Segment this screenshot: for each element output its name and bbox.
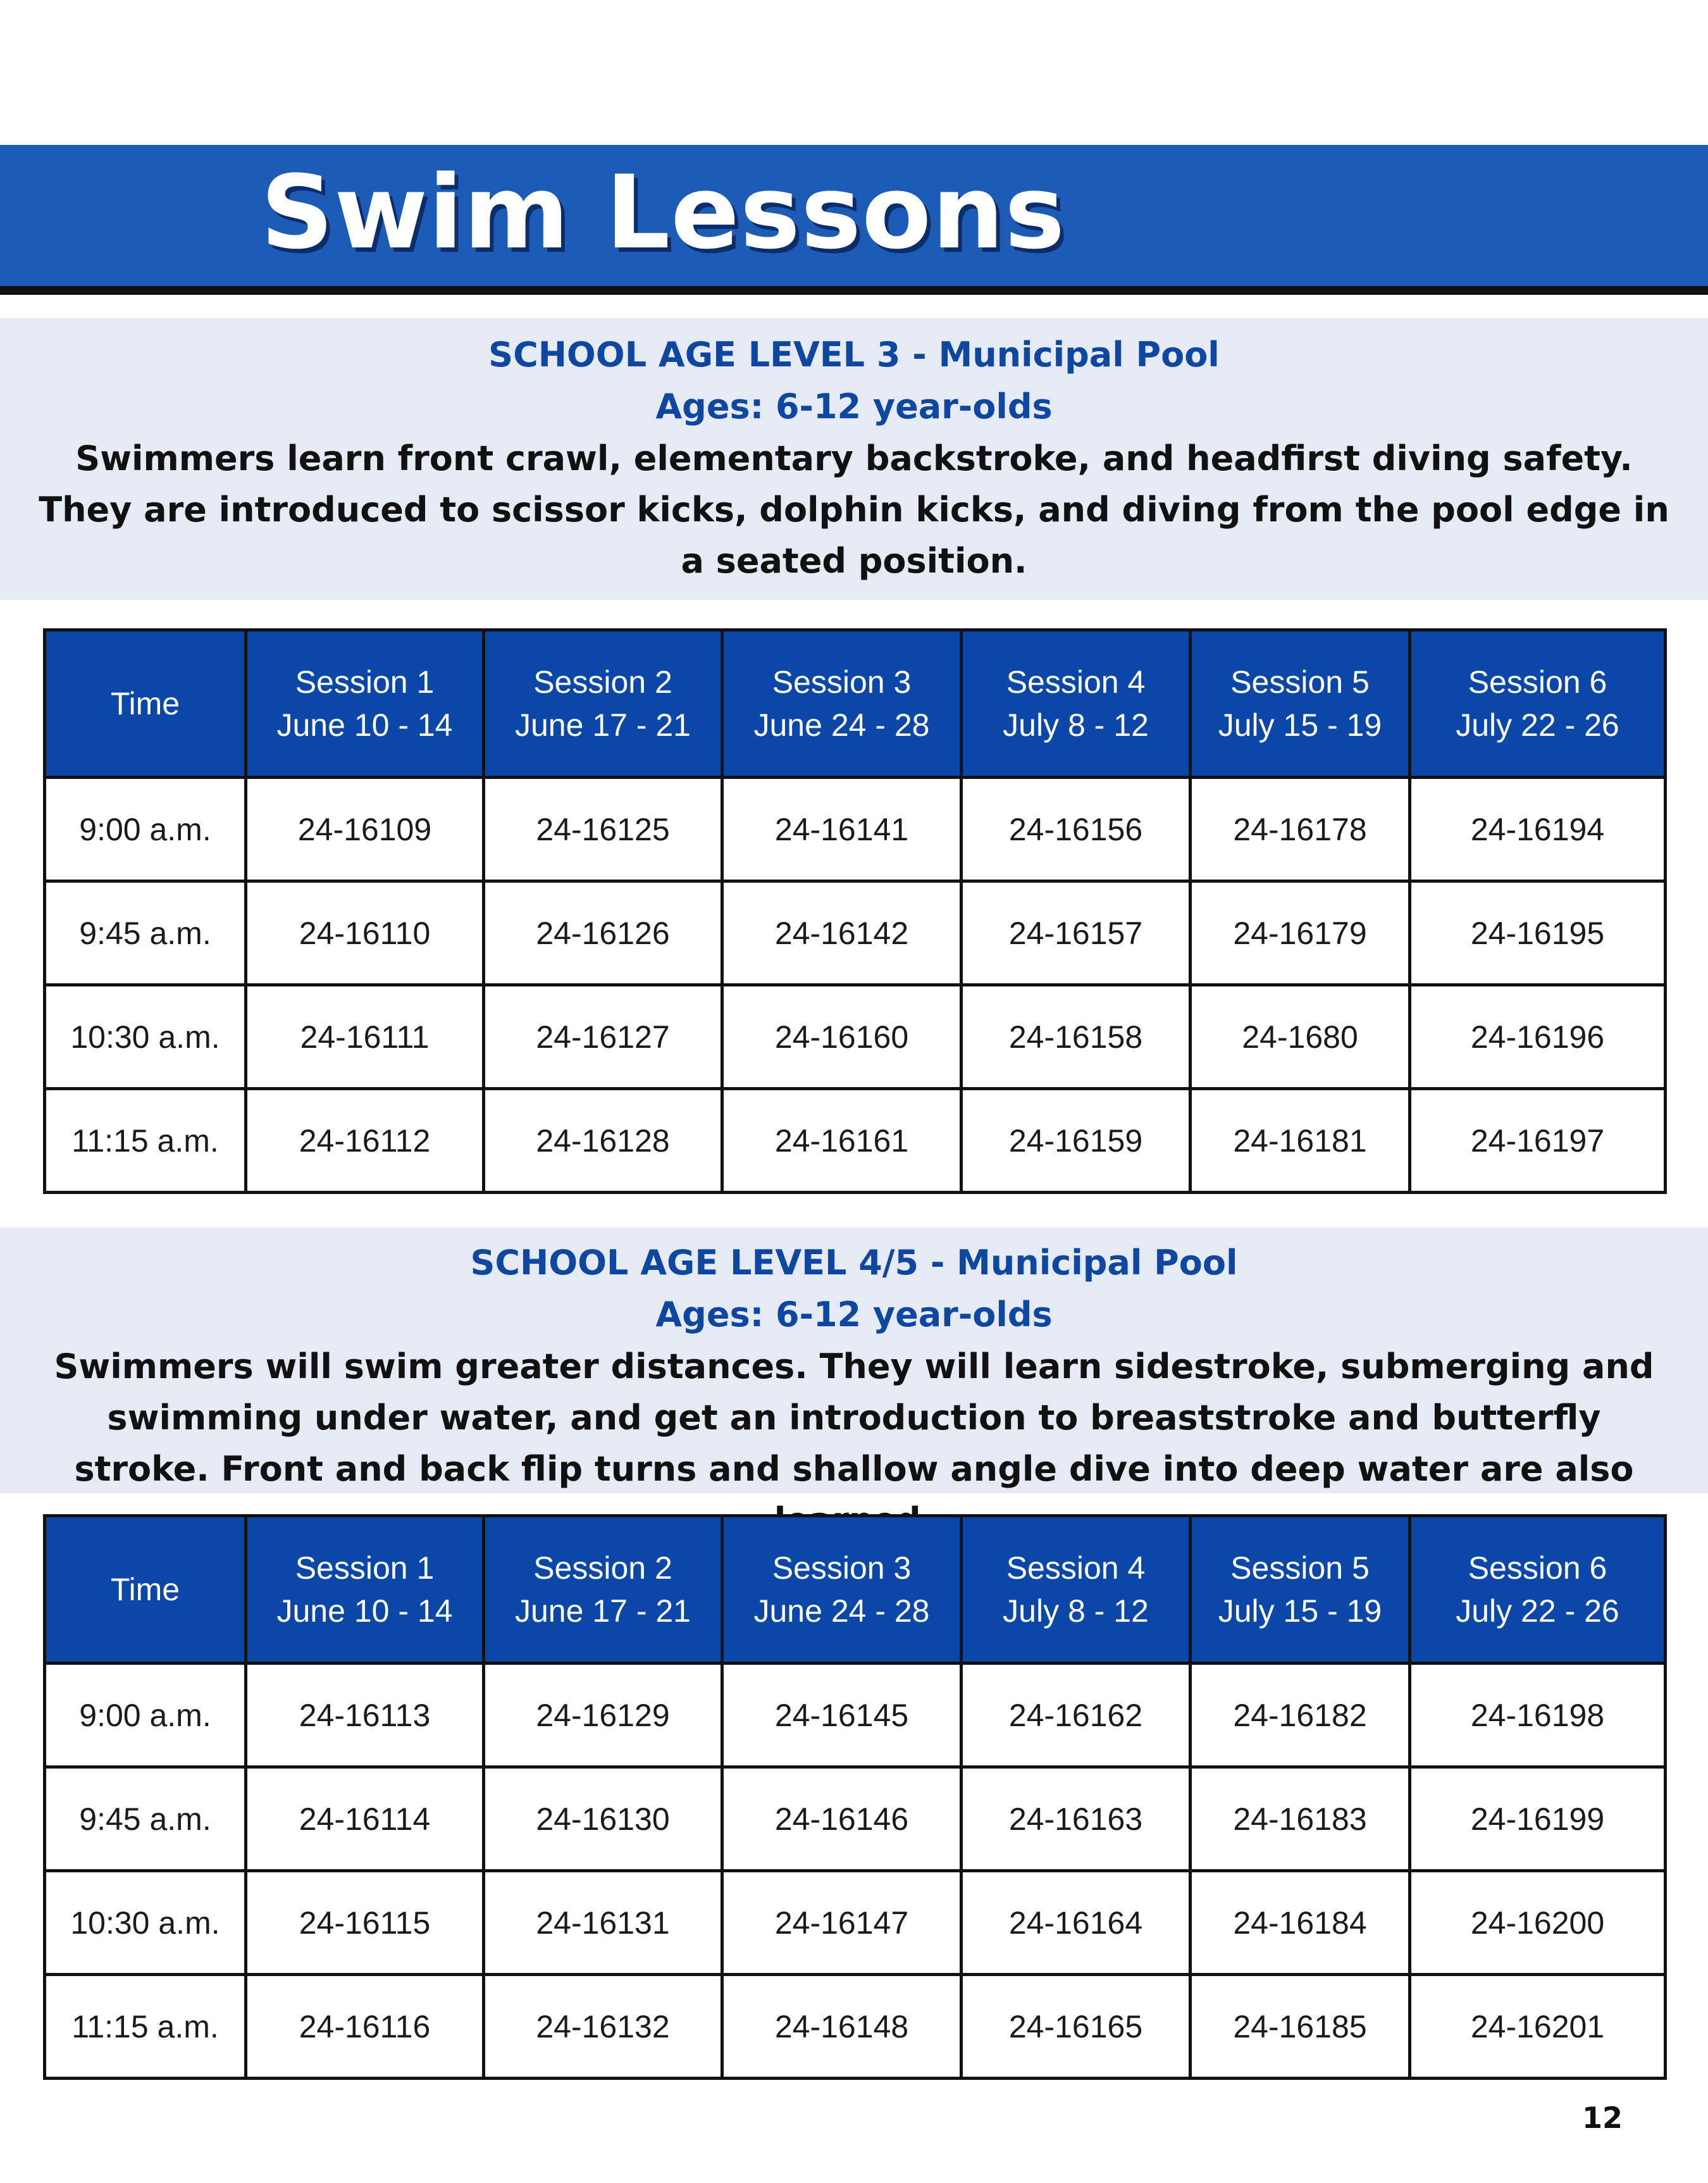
header-label: Time <box>110 686 180 721</box>
header-label: Session 1 <box>295 664 435 700</box>
header-dates: June 10 - 14 <box>276 1593 453 1629</box>
course-code-cell: 24-16113 <box>246 1664 484 1767</box>
course-code-cell: 24-16127 <box>484 985 722 1089</box>
table-row <box>45 985 1666 1089</box>
header-label: Session 4 <box>1006 1550 1146 1586</box>
level3-description: Swimmers learn front crawl, elementary backstroke, and headfirst diving safety. They are introduced to scissor kicks, dolphin kicks, and diving from the pool edge in a seated position. <box>39 438 1669 581</box>
header-session-1 <box>246 630 484 778</box>
level45-heading: SCHOOL AGE LEVEL 4/5 - Municipal Pool <box>470 1243 1238 1283</box>
course-code-cell: 24-16116 <box>246 1975 484 2079</box>
course-code-cell: 24-16194 <box>1410 778 1666 881</box>
course-code-cell: 24-16161 <box>722 1089 962 1193</box>
header-dates: July 22 - 26 <box>1456 707 1619 743</box>
time-cell: 9:45 a.m. <box>45 881 246 985</box>
header-dates: July 22 - 26 <box>1456 1593 1619 1629</box>
level3-schedule-table <box>43 628 1667 1194</box>
course-code-cell: 24-16130 <box>484 1767 722 1871</box>
course-code-cell: 24-16198 <box>1410 1664 1666 1767</box>
header-label: Time <box>110 1572 180 1607</box>
table-row <box>45 881 1666 985</box>
header-dates: July 8 - 12 <box>1003 1593 1149 1629</box>
header-session-5 <box>1191 1516 1410 1664</box>
header-session-6 <box>1410 630 1666 778</box>
course-code-cell: 24-16200 <box>1410 1871 1666 1975</box>
header-session-6 <box>1410 1516 1666 1664</box>
course-code-cell: 24-1680 <box>1191 985 1410 1089</box>
header-dates: June 17 - 21 <box>515 707 691 743</box>
header-dates: June 17 - 21 <box>515 1593 691 1629</box>
course-code-cell: 24-16132 <box>484 1975 722 2079</box>
course-code-cell: 24-16128 <box>484 1089 722 1193</box>
header-dates: June 10 - 14 <box>276 707 453 743</box>
course-code-cell: 24-16114 <box>246 1767 484 1871</box>
course-code-cell: 24-16111 <box>246 985 484 1089</box>
course-code-cell: 24-16183 <box>1191 1767 1410 1871</box>
course-code-cell: 24-16197 <box>1410 1089 1666 1193</box>
header-dates: June 24 - 28 <box>753 1593 930 1629</box>
course-code-cell: 24-16195 <box>1410 881 1666 985</box>
course-code-cell: 24-16148 <box>722 1975 962 2079</box>
course-code-cell: 24-16179 <box>1191 881 1410 985</box>
course-code-cell: 24-16159 <box>962 1089 1191 1193</box>
header-label: Session 6 <box>1468 664 1607 700</box>
header-label: Session 2 <box>533 664 672 700</box>
level3-ages: Ages: 6-12 year-olds <box>655 387 1053 426</box>
page-number: 12 <box>1581 2101 1623 2135</box>
table-header-row <box>45 630 1666 778</box>
header-session-5 <box>1191 630 1410 778</box>
course-code-cell: 24-16182 <box>1191 1664 1410 1767</box>
course-code-cell: 24-16199 <box>1410 1767 1666 1871</box>
level45-description: Swimmers will swim greater distances. They will learn sidestroke, submerging and swimming under water, and get an introduction to breaststroke and butterfly stroke. Front and back flip turns and shallow angle dive into deep water are also <box>54 1346 1654 1489</box>
course-code-cell: 24-16110 <box>246 881 484 985</box>
course-code-cell: 24-16184 <box>1191 1871 1410 1975</box>
time-cell: 11:15 a.m. <box>45 1089 246 1193</box>
course-code-cell: 24-16112 <box>246 1089 484 1193</box>
course-code-cell: 24-16164 <box>962 1871 1191 1975</box>
header-label: Session 5 <box>1230 1550 1370 1586</box>
level45-schedule-table <box>43 1514 1667 2080</box>
time-cell: 9:45 a.m. <box>45 1767 246 1871</box>
course-code-cell: 24-16157 <box>962 881 1191 985</box>
header-session-4 <box>962 1516 1191 1664</box>
level3-heading: SCHOOL AGE LEVEL 3 - Municipal Pool <box>488 335 1220 375</box>
course-code-cell: 24-16201 <box>1410 1975 1666 2079</box>
table-row <box>45 1871 1666 1975</box>
course-code-cell: 24-16185 <box>1191 1975 1410 2079</box>
course-code-cell: 24-16131 <box>484 1871 722 1975</box>
level45-description-panel <box>0 1228 1708 1493</box>
page-title: Swim Lessons <box>261 153 1066 271</box>
time-cell: 10:30 a.m. <box>45 1871 246 1975</box>
header-dates: July 15 - 19 <box>1218 1593 1382 1629</box>
table-row <box>45 778 1666 881</box>
header-session-1 <box>246 1516 484 1664</box>
header-label: Session 6 <box>1468 1550 1607 1586</box>
time-cell: 10:30 a.m. <box>45 985 246 1089</box>
header-session-3 <box>722 630 962 778</box>
table-row <box>45 1089 1666 1193</box>
header-label: Session 2 <box>533 1550 672 1586</box>
table-row <box>45 1664 1666 1767</box>
course-code-cell: 24-16160 <box>722 985 962 1089</box>
course-code-cell: 24-16115 <box>246 1871 484 1975</box>
course-code-cell: 24-16178 <box>1191 778 1410 881</box>
time-cell: 9:00 a.m. <box>45 778 246 881</box>
course-code-cell: 24-16109 <box>246 778 484 881</box>
course-code-cell: 24-16165 <box>962 1975 1191 2079</box>
course-code-cell: 24-16163 <box>962 1767 1191 1871</box>
header-label: Session 1 <box>295 1550 435 1586</box>
course-code-cell: 24-16156 <box>962 778 1191 881</box>
header-session-4 <box>962 630 1191 778</box>
header-time <box>45 1516 246 1664</box>
course-code-cell: 24-16146 <box>722 1767 962 1871</box>
course-code-cell: 24-16125 <box>484 778 722 881</box>
header-dates: July 15 - 19 <box>1218 707 1382 743</box>
level45-ages: Ages: 6-12 year-olds <box>655 1295 1053 1334</box>
header-label: Session 4 <box>1006 664 1146 700</box>
course-code-cell: 24-16129 <box>484 1664 722 1767</box>
banner-divider <box>0 286 1708 295</box>
header-label: Session 3 <box>772 664 912 700</box>
header-time <box>45 630 246 778</box>
level3-description-panel <box>0 318 1708 600</box>
header-session-2 <box>484 630 722 778</box>
table-row <box>45 1975 1666 2079</box>
header-session-3 <box>722 1516 962 1664</box>
table-row <box>45 1767 1666 1871</box>
header-dates: July 8 - 12 <box>1003 707 1149 743</box>
time-cell: 9:00 a.m. <box>45 1664 246 1767</box>
course-code-cell: 24-16145 <box>722 1664 962 1767</box>
course-code-cell: 24-16181 <box>1191 1089 1410 1193</box>
course-code-cell: 24-16141 <box>722 778 962 881</box>
header-dates: June 24 - 28 <box>753 707 930 743</box>
header-session-2 <box>484 1516 722 1664</box>
course-code-cell: 24-16147 <box>722 1871 962 1975</box>
course-code-cell: 24-16196 <box>1410 985 1666 1089</box>
course-code-cell: 24-16126 <box>484 881 722 985</box>
time-cell: 11:15 a.m. <box>45 1975 246 2079</box>
header-label: Session 3 <box>772 1550 912 1586</box>
table-header-row <box>45 1516 1666 1664</box>
course-code-cell: 24-16158 <box>962 985 1191 1089</box>
course-code-cell: 24-16142 <box>722 881 962 985</box>
header-label: Session 5 <box>1230 664 1370 700</box>
course-code-cell: 24-16162 <box>962 1664 1191 1767</box>
